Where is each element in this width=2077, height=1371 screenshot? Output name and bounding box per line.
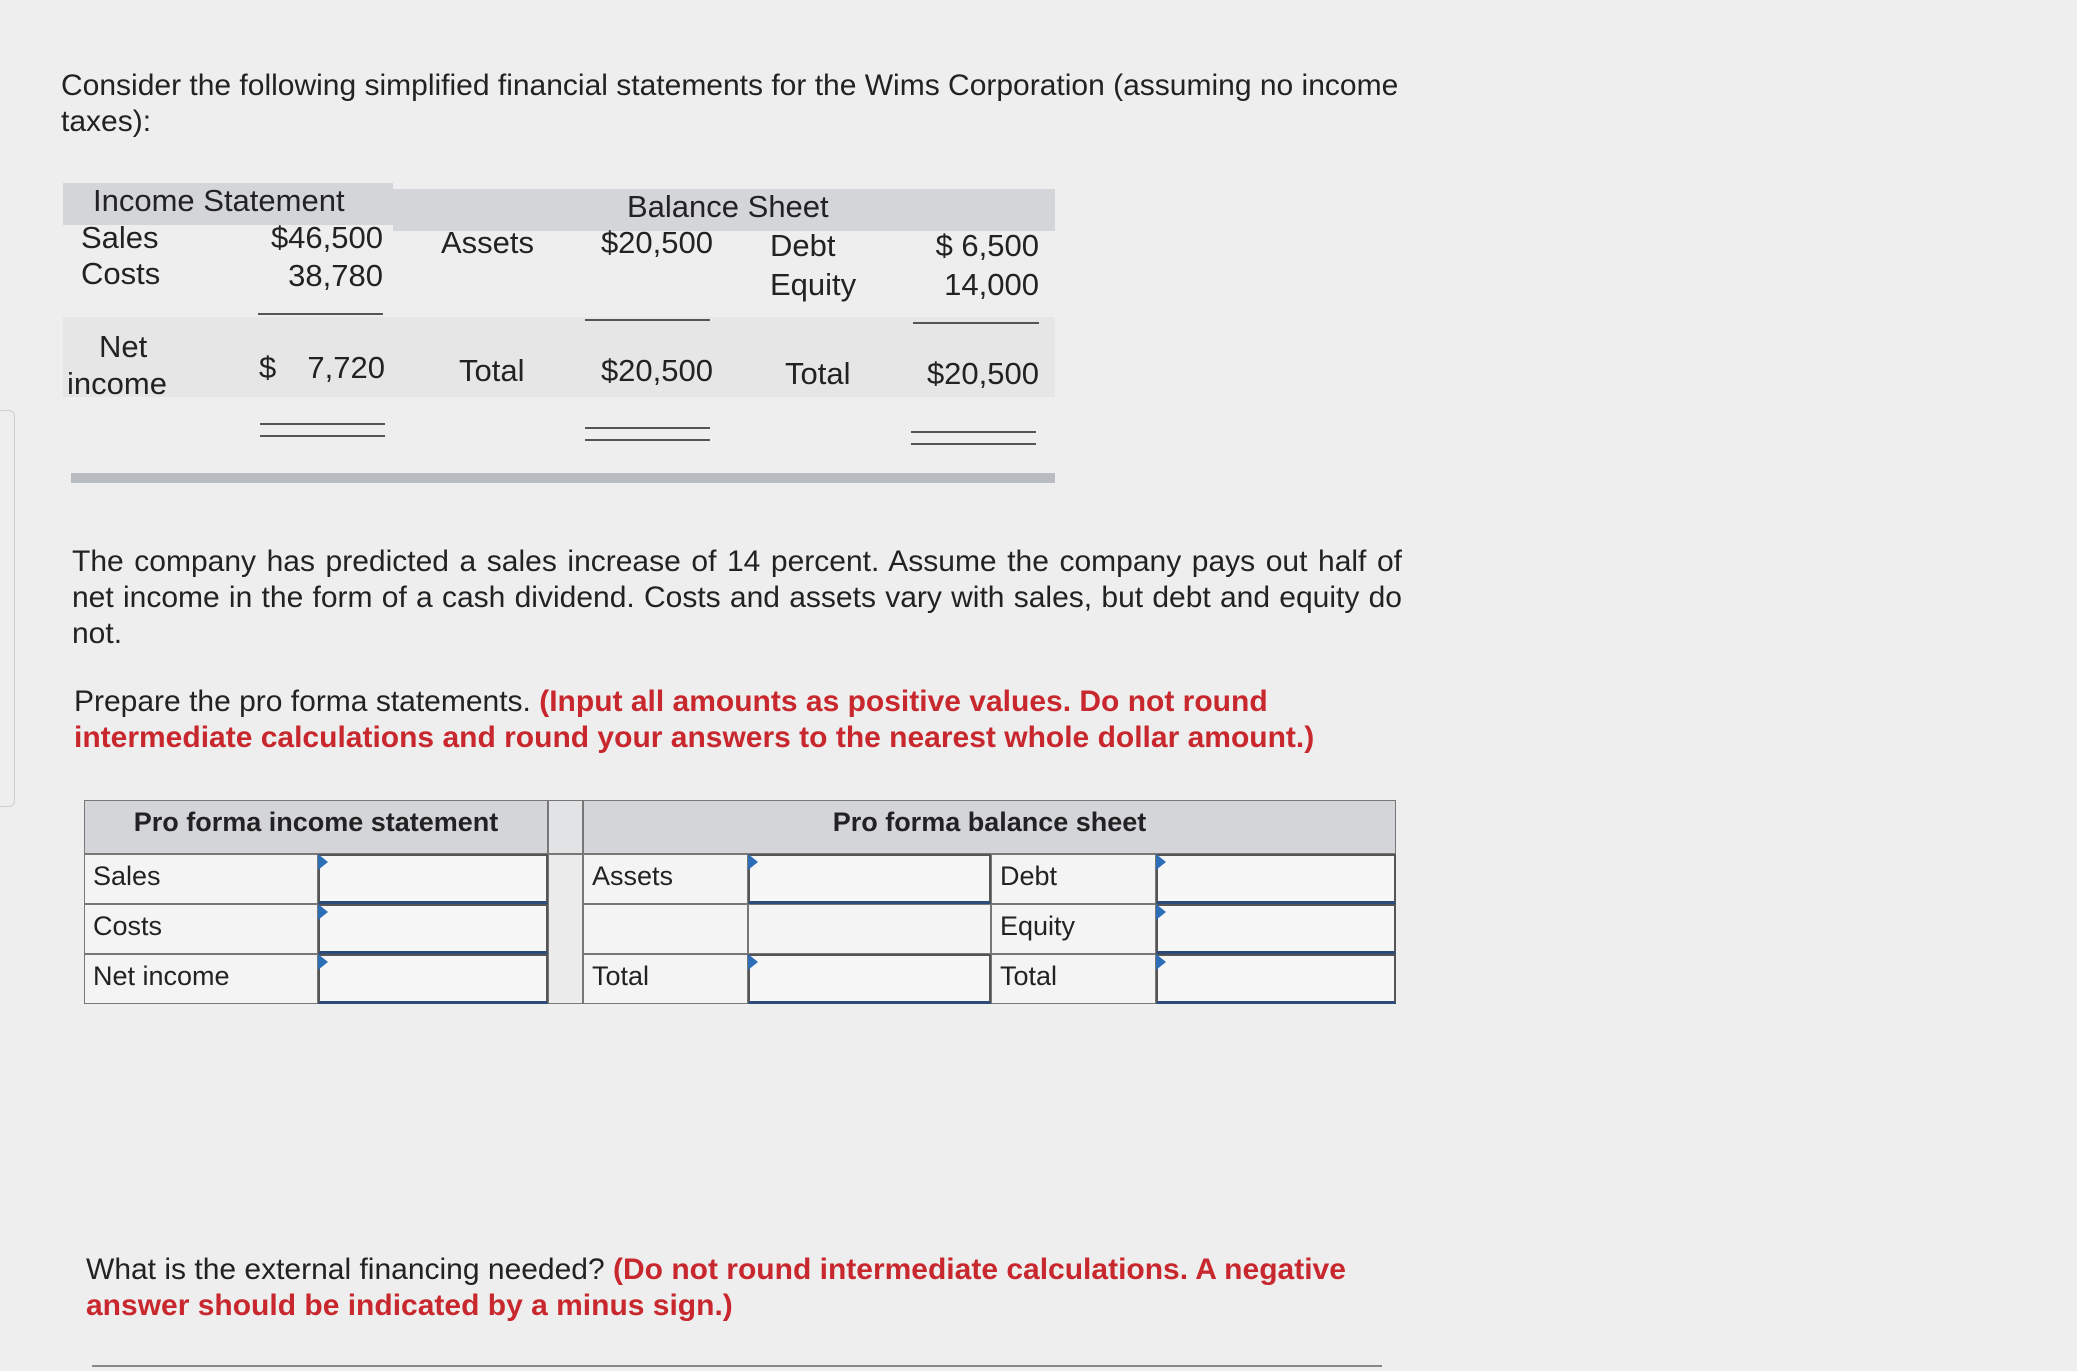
row-label-liab-total: Total (991, 954, 1156, 1004)
liab-total-double-underline-2 (911, 443, 1036, 445)
input-marker-icon (748, 954, 758, 970)
equity-value: 14,000 (944, 267, 1039, 302)
net-income-double-underline-2 (260, 435, 385, 437)
assets-total-input-cell (748, 954, 991, 1004)
sales-value: $46,500 (270, 220, 383, 255)
assets-input-cell (748, 854, 991, 904)
row-label-debt: Debt (991, 854, 1156, 904)
costs-underline (258, 313, 383, 315)
efn-question (86, 1252, 1396, 1324)
assets-total-value: $20,500 (600, 353, 713, 388)
prepare-paragraph (74, 684, 1374, 756)
row-label-costs: Costs (84, 904, 318, 954)
net-income-sign: $ (259, 350, 277, 385)
pro-forma-costs-input[interactable] (320, 906, 546, 951)
pro-forma-income-header: Pro forma income statement (84, 800, 548, 854)
net-income-input-cell (318, 954, 548, 1004)
prepare-text: Prepare the pro forma statements. (74, 685, 540, 718)
empty-value-cell (748, 904, 991, 954)
net-income-value: 7,720 (307, 350, 385, 385)
net-income-label-1: Net (99, 329, 148, 364)
input-marker-icon (1156, 954, 1166, 970)
liab-total-double-underline-1 (911, 431, 1036, 433)
pro-forma-assets-input[interactable] (750, 856, 989, 901)
input-marker-icon (318, 954, 328, 970)
costs-value: 38,780 (288, 258, 383, 293)
liab-total-value: $20,500 (926, 356, 1039, 391)
given-financial-statements (63, 183, 1055, 493)
efn-question-instruction: (Do not round intermediate calculations. A negative answer should be indicated by a minus sign.) (86, 1253, 1346, 1322)
debt-label: Debt (770, 228, 836, 263)
row-label-assets-total: Total (583, 954, 748, 1004)
assets-underline (585, 319, 710, 321)
pro-forma-balance-header: Pro forma balance sheet (583, 800, 1396, 854)
debt-input-cell (1156, 854, 1396, 904)
pro-forma-table (84, 800, 1396, 1014)
input-marker-icon (748, 854, 758, 870)
assets-total-label: Total (459, 353, 525, 388)
balance-sheet-title: Balance Sheet (627, 189, 829, 224)
costs-label: Costs (81, 256, 161, 291)
statement-bottom-bar (71, 473, 1055, 483)
pro-forma-debt-input[interactable] (1158, 856, 1394, 901)
pro-forma-assets-total-input[interactable] (750, 956, 989, 1001)
column-spacer (548, 854, 583, 1004)
input-marker-icon (318, 904, 328, 920)
sales-input-cell (318, 854, 548, 904)
input-marker-icon (1156, 854, 1166, 870)
liab-total-label: Total (785, 356, 851, 391)
assets-value: $20,500 (600, 225, 713, 260)
pro-forma-sales-input[interactable] (320, 856, 546, 901)
efn-question-text: What is the external financing needed? (86, 1253, 614, 1286)
assets-label: Assets (441, 225, 535, 260)
equity-label: Equity (770, 267, 857, 302)
header-spacer (548, 800, 583, 854)
prepare-instruction: (Input all amounts as positive values. Do not round intermediate calculations and round your answers to the nearest whole dollar amount.) (74, 685, 1315, 754)
costs-input-cell (318, 904, 548, 954)
income-statement-title: Income Statement (93, 183, 345, 218)
assets-total-double-underline-2 (585, 439, 710, 441)
row-label-assets: Assets (583, 854, 748, 904)
sales-label: Sales (81, 220, 159, 255)
empty-label-cell (583, 904, 748, 954)
pro-forma-equity-input[interactable] (1158, 906, 1394, 951)
equity-input-cell (1156, 904, 1396, 954)
assets-total-double-underline-1 (585, 427, 710, 429)
net-income-double-underline-1 (260, 423, 385, 425)
row-label-equity: Equity (991, 904, 1156, 954)
pro-forma-liab-total-input[interactable] (1158, 956, 1394, 1001)
efn-answer-field-edge[interactable] (92, 1365, 1382, 1367)
input-marker-icon (1156, 904, 1166, 920)
intro-text: Consider the following simplified financial statements for the Wims Corporation (assuming no income taxes): (61, 69, 1399, 138)
liab-total-input-cell (1156, 954, 1396, 1004)
row-label-sales: Sales (84, 854, 318, 904)
scenario-paragraph: The company has predicted a sales increase of 14 percent. Assume the company pays out half of net income in the form of a cash dividend. Costs and assets vary with sales, but debt and equity do not. (72, 545, 1402, 650)
debt-value: $ 6,500 (935, 228, 1039, 263)
input-marker-icon (318, 854, 328, 870)
left-panel-edge (0, 410, 15, 807)
net-income-label-2: income (67, 366, 167, 401)
pro-forma-net-income-input[interactable] (320, 956, 546, 1001)
row-label-net-income: Net income (84, 954, 318, 1004)
equity-underline (913, 322, 1039, 324)
